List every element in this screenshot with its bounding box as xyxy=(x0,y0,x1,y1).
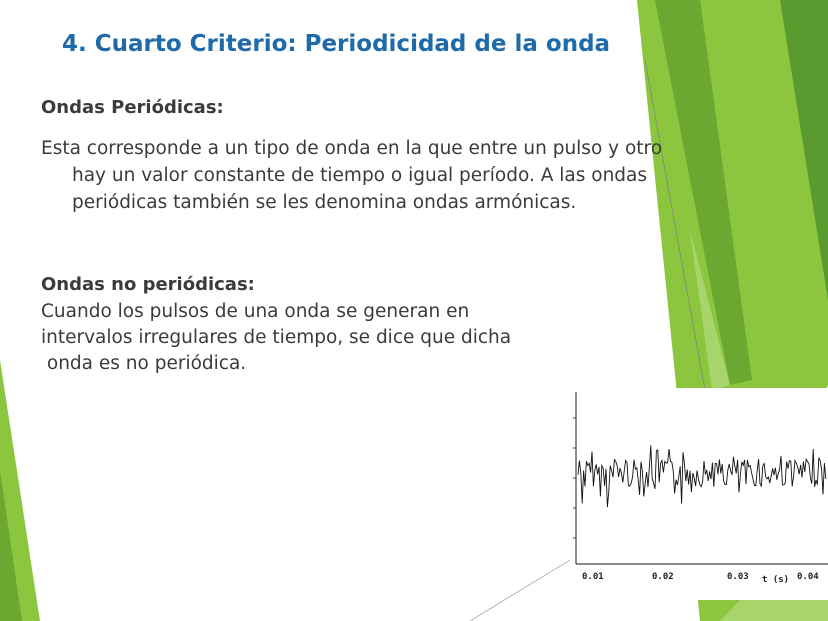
slide-title: 4. Cuarto Criterio: Periodicidad de la onda xyxy=(62,31,611,57)
x-tick-label-4: 0.04 xyxy=(797,572,819,582)
x-tick-label-3: 0.03 xyxy=(727,572,749,582)
nonperiodic-line-3: onda es no periódica. xyxy=(41,353,247,374)
nonperiodic-line-2: intervalos irregulares de tiempo, se dice que dicha xyxy=(41,327,512,348)
nonperiodic-waves-paragraph xyxy=(41,299,511,377)
periodic-waves-heading: Ondas Periódicas: xyxy=(41,97,224,118)
periodic-line-1: Esta corresponde a un tipo de onda en la que entre un pulso y otro xyxy=(41,138,663,159)
periodic-line-2: hay un valor constante de tiempo o igual período. A las ondas xyxy=(72,165,648,186)
nonperiodic-waves-heading: Ondas no periódicas: xyxy=(41,274,255,295)
x-tick-label-1: 0.01 xyxy=(582,572,604,582)
waveform-plot xyxy=(570,388,828,600)
periodic-line-3: periódicas también se les denomina ondas armónicas. xyxy=(72,192,577,213)
noise-signal-trace xyxy=(578,445,826,507)
periodic-waves-paragraph xyxy=(41,135,662,216)
waveform-image xyxy=(570,388,828,600)
nonperiodic-line-1: Cuando los pulsos de una onda se generan en xyxy=(41,301,470,322)
x-tick-label-2: 0.02 xyxy=(652,572,674,582)
x-axis-label: t (s) xyxy=(762,575,790,585)
